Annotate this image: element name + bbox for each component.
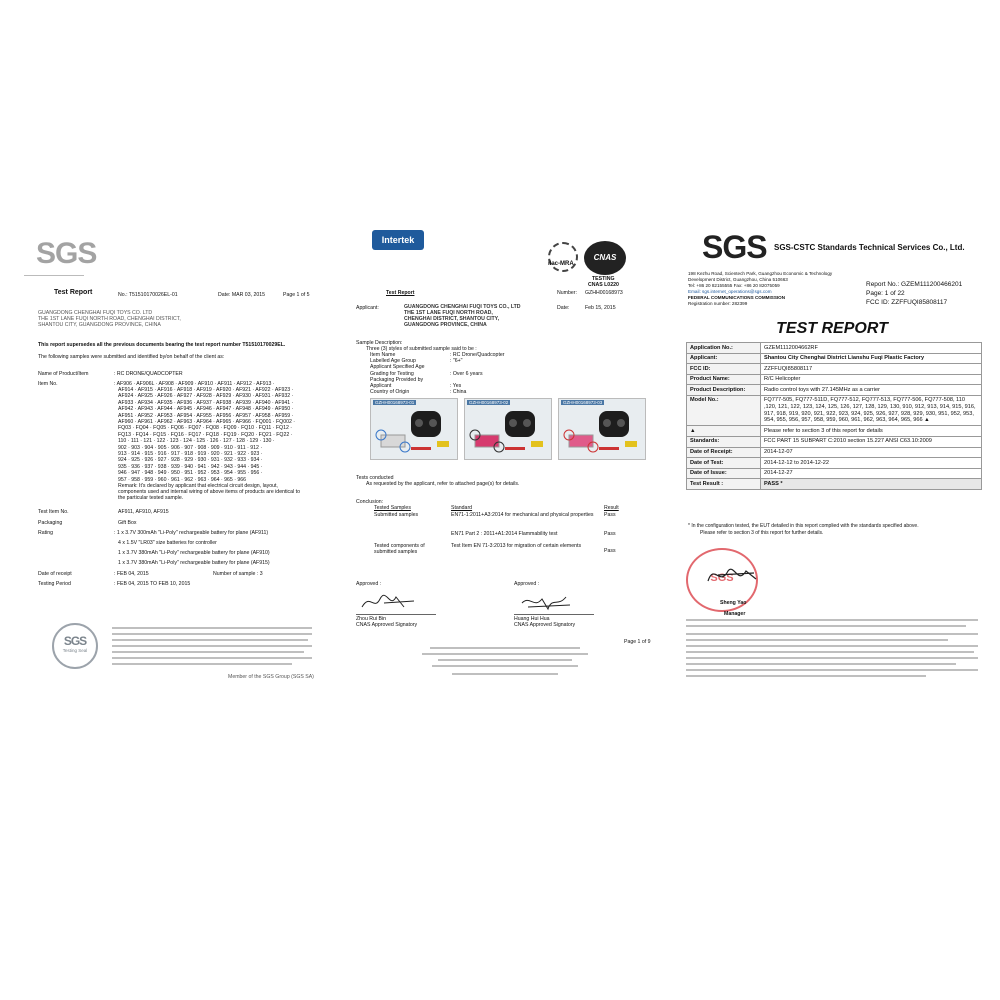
report-title: Test Report [386, 290, 415, 296]
tests-conducted-note: As requested by the applicant, refer to attached page(s) for details. [366, 481, 520, 487]
sample-photo [370, 398, 458, 460]
summary-row [687, 479, 982, 490]
sgs-logo: SGS [36, 237, 97, 270]
sample-field-value: : Yes [450, 383, 462, 389]
date-value: Feb 15, 2015 [585, 305, 616, 311]
summary-label: Product Name: [687, 374, 761, 385]
cnas-number: CNAS L0220 [588, 282, 619, 288]
signature [704, 561, 764, 591]
item-number-line: FQ03 · FQ04 · FQ05 · FQ06 · FQ07 · FQ08 · FQ09 · FQ10 · FQ11 · FQ12 · [118, 425, 293, 432]
cnas-icon: CNAS [584, 241, 626, 275]
sample-photo [464, 398, 552, 460]
field-label: Date of receipt [38, 571, 72, 577]
report-number: Report No.: GZEM111200466201 [866, 281, 963, 288]
signer-name: Sheng Yao [720, 600, 747, 606]
sample-field-label: Packaging Provided by [370, 376, 424, 383]
result-value: Pass [604, 548, 616, 554]
rating-line: : 1 x 3.7V 300mAh "Li-Poly" rechargeable battery for plane (AF911) [114, 530, 269, 536]
signature-line [514, 614, 594, 615]
field-label: Rating [38, 530, 53, 536]
photo-label: GZHH00168973-02 [469, 400, 509, 405]
ilac-mra-icon [548, 242, 578, 272]
sample-intro: Three (3) styles of submitted sample said to be : [366, 346, 477, 352]
compliance-note: Please refer to section 3 of this report for further details. [700, 530, 824, 536]
address-line: Development District, Guangzhou, China 510663 [688, 277, 788, 282]
summary-row [687, 385, 982, 396]
summary-value: FCC PART 15 SUBPART C:2010 section 15.227 ANSI C63.10:2009 [761, 436, 982, 447]
sample-field-label: Item Name [370, 352, 396, 358]
result-value: Pass [604, 531, 616, 537]
result-sample: Submitted samples [374, 512, 419, 518]
applicant-line: THE 1ST LANE FUQI NORTH ROAD, CHENGHAI DISTRICT, [38, 316, 181, 322]
intertek-logo: Intertek [372, 230, 424, 250]
sample-desc-heading: Sample Description: [356, 340, 403, 346]
sample-field-label: Labelled Age Group [370, 358, 416, 365]
field-label: Item No. [38, 381, 58, 387]
photo-label: GZHH00168973-01 [375, 400, 415, 405]
summary-row [687, 436, 982, 447]
number-label: Number: [557, 290, 577, 296]
summary-row [687, 458, 982, 469]
field-label: Packaging [38, 520, 63, 526]
sample-field-label: Country of Origin [370, 389, 410, 396]
intertek-test-report [352, 225, 652, 685]
approved-label: Approved : [514, 581, 540, 587]
result-value: Pass [604, 512, 616, 518]
summary-value: PASS * [761, 479, 982, 490]
summary-value: Radio control toys with 27.145MHz as a carrier [761, 385, 982, 396]
address-line: Tel: +86 20 82155555 Fax: +86 20 82075059 [688, 283, 780, 288]
supersede-notice: This report supersedes all the previous documents bearing the test report number T51510170029EL. [38, 342, 286, 348]
summary-label: Application No.: [687, 343, 761, 354]
logo-underline [24, 275, 84, 276]
seal-caption: Testing Seal [62, 648, 88, 653]
testing-label: TESTING [592, 276, 615, 282]
applicant-line: GUANGDONG CHENGHAI FUQI TOYS CO. LTD [38, 310, 153, 316]
summary-label: Date of Receipt: [687, 447, 761, 458]
report-number: No.: T51510170026EL-01 [118, 292, 178, 298]
col-samples: Tested Samples [374, 505, 411, 511]
summary-row [687, 374, 982, 385]
col-result: Result [604, 505, 619, 511]
item-number-line: AF933 · AF934 · AF935 · AF936 · AF937 · AF938 · AF939 · AF940 · AF941 · [118, 399, 294, 406]
item-number-line: AF960 · AF961 · AF962 · AF963 · AF964 · AF965 · AF966 · FQ001 · FQ002 · [118, 419, 296, 425]
item-number-line: AF951 · AF952 · AF953 · AF954 · AF955 · AF956 · AF957 · AF958 · AF959 · [118, 412, 294, 419]
summary-row [687, 468, 982, 479]
drone-controller-icon [559, 399, 646, 460]
report-page: Page 1 of 5 [283, 292, 310, 298]
applicant-line: THE 1ST LANE FUQI NORTH ROAD, [404, 310, 493, 316]
summary-label: ▲ [687, 426, 761, 437]
field-label: Testing Period [38, 581, 71, 587]
item-number-line: 924 · 925 · 926 · 927 · 928 · 929 · 930 · 931 · 932 · 933 · 934 · [118, 457, 263, 464]
page-number: Page 1 of 9 [624, 639, 651, 645]
summary-value: Shantou City Chenghai District Lianshu Fuqi Plastic Factory [761, 353, 982, 364]
field-label: Test Item No. [38, 509, 69, 515]
company-name: SGS-CSTC Standards Technical Services Co., Ltd. [774, 243, 965, 252]
summary-value: 2014-12-12 to 2014-12-22 [761, 458, 982, 469]
item-number-line: AF924 · AF925 · AF926 · AF927 · AF928 · AF929 · AF930 · AF931 · AF932 · [118, 393, 294, 400]
item-number-line: FQ13 · FQ14 · FQ15 · FQ16 · FQ17 · FQ18 · FQ19 · FQ20 · FQ21 · FQ22 · [118, 431, 293, 438]
result-sample: Tested components of submitted samples [374, 543, 425, 556]
sample-field-label: Applicant Specified Age [370, 364, 425, 371]
address-line: Email: sgs.internet_operations@sgs.com [688, 289, 772, 294]
signer-role: Manager [724, 611, 746, 617]
applicant-line: GUANGDONG PROVINCE, CHINA [404, 322, 487, 328]
photo-label: GZHH00168973-03 [563, 400, 603, 405]
signer-name: Zhou Rui Bin [356, 616, 386, 622]
remark: the particular tested sample. [118, 495, 184, 501]
sgs-logo: SGS [702, 229, 767, 265]
fcc-id: FCC ID: ZZFFUQI85808117 [866, 299, 948, 306]
signature-1 [360, 591, 420, 613]
field-value: AF911, AF910, AF915 [118, 509, 169, 515]
applicant-label: Applicant: [356, 305, 379, 311]
rating-line: 4 x 1.5V "LR03" size batteries for controller [118, 540, 217, 546]
result-standard: EN71-1:2011+A3:2014 for mechanical and physical properties [451, 512, 594, 518]
summary-label: FCC ID: [687, 364, 761, 375]
signature-line [356, 614, 436, 615]
number-value: GZHH00168973 [585, 290, 623, 296]
summary-row [687, 395, 982, 425]
remark: components used and internal wiring of above items of products are identical to [118, 489, 300, 495]
approved-label: Approved : [356, 581, 382, 587]
tests-conducted-heading: Tests conducted [356, 475, 394, 481]
summary-value: R/C Helicopter [761, 374, 982, 385]
result-standard: Test Item EN 71-3:2013 for migration of certain elements [451, 543, 582, 549]
registration-number: Registration number: 282399 [688, 301, 748, 306]
signer-name: Huang Hui Hua [514, 616, 550, 622]
page-number: Page: 1 of 22 [866, 290, 905, 297]
sample-photo [558, 398, 646, 460]
applicant-line: CHENGHAI DISTRICT, SHANTOU CITY, [404, 316, 500, 322]
sgs-member-line: Member of the SGS Group (SGS SA) [228, 674, 314, 680]
rating-line: 1 x 3.7V 380mAh "Li-Poly" rechargeable battery for plane (AF910) [118, 550, 270, 556]
sample-field-value: : "6+" [450, 358, 463, 365]
drone-controller-icon [465, 399, 552, 460]
field-value: : FEB 04, 2015 [114, 571, 149, 577]
item-number-line: AF914 · AF915 · AF916 · AF918 · AF919 · AF920 · AF921 · AF922 · AF923 · [118, 387, 294, 393]
remark: Remark: It's declared by applicant that electrical circuit design, layout, [118, 483, 278, 489]
summary-row [687, 353, 982, 364]
summary-label: Applicant: [687, 353, 761, 364]
item-number-line: 935 · 936 · 937 · 938 · 939 · 940 · 941 · 942 · 943 · 944 · 945 · [118, 463, 263, 470]
summary-row [687, 343, 982, 354]
col-standard: Standard [451, 505, 473, 511]
signer-role: CNAS Approved Signatory [356, 622, 418, 628]
summary-value: GZEM1112004662RF [761, 343, 982, 354]
result-standard: EN71 Part 2 : 2011+A1:2014 Flammability test [451, 531, 558, 537]
item-number-line: 110 · 111 · 121 · 122 · 123 · 124 · 125 · 126 · 127 · 128 · 129 · 130 · [118, 438, 275, 445]
field-value: : AF906 · AF906L · AF908 · AF909 · AF910 · AF911 · AF912 · AF913 · [114, 381, 275, 387]
ilac-label: ilac-MRA [548, 261, 574, 267]
report-title: Test Report [54, 289, 93, 296]
rating-line: 1 x 3.7V 380mAh "Li-Poly" rechargeable battery for plane (AF915) [118, 560, 270, 566]
summary-label: Product Description: [687, 385, 761, 396]
intro-text: The following samples were submitted and identified by/on behalf of the client as: [38, 354, 225, 360]
item-number-line: AF942 · AF943 · AF944 · AF945 · AF946 · AF947 · AF948 · AF949 · AF950 · [118, 406, 294, 413]
signer-role: CNAS Approved Signatory [514, 622, 576, 628]
sgs-test-report-left [22, 225, 318, 685]
summary-value: 2014-12-07 [761, 447, 982, 458]
sample-field-value: : China [450, 389, 467, 396]
signature-2 [518, 591, 578, 613]
sample-field-label: Applicant [370, 383, 392, 389]
address-line: 198 Kezhu Road, Scientech Park, Guangzhou Economic & Technology [688, 271, 833, 276]
drone-controller-icon [371, 399, 458, 460]
sample-count: Number of sample : 3 [213, 571, 263, 577]
date-label: Date: [557, 305, 570, 311]
summary-row [687, 426, 982, 437]
report-summary-table [686, 342, 982, 490]
compliance-note: * In the configuration tested, the EUT detailed in this report complied with the standards specified above. [688, 523, 919, 529]
summary-row [687, 364, 982, 375]
sgs-cstc-test-report [682, 225, 982, 685]
summary-value: FQ777-505, FQ777-511D, FQ777-512, FQ777-513, FQ777-506, FQ777-508, 110 ,120, 121, 122, 123, 124, 125, 126, 127, 128, 129, 130, 910, 912, 913, 914, 915, 916, 917, 918, 919, 920, 921, 922, 923, 924, 925, 926, 927, 928, 929, 930, 951, 952, 953, 954, 955, 956, 957, 958, 959, 960, 961, 962, 963, 964, 965, 966 ▲ [761, 395, 982, 425]
item-number-line: 913 · 914 · 915 · 916 · 917 · 918 · 919 · 920 · 921 · 922 · 923 · [118, 451, 263, 457]
sample-field-value: : Over 6 years [450, 370, 483, 377]
summary-value: 2014-12-27 [761, 468, 982, 479]
summary-label: Date of Test: [687, 458, 761, 469]
field-value: : RC DRONE/QUADCOPTER [114, 371, 183, 377]
sample-field-label: Grading for Testing [370, 370, 414, 377]
field-label: Name of Product/Item [38, 371, 89, 377]
seal-logo: SGS [63, 634, 87, 648]
item-number-line: 902 · 903 · 904 · 905 · 906 · 907 · 908 · 909 · 910 · 911 · 912 · [118, 444, 263, 451]
summary-label: Model No.: [687, 395, 761, 425]
item-number-line: 957 · 958 · 959 · 960 · 961 · 962 · 963 · 964 · 965 · 966 [118, 476, 247, 483]
summary-value: Please refer to section 3 of this report for details [761, 426, 982, 437]
field-value: : FEB 04, 2015 TO FEB 10, 2015 [114, 581, 191, 587]
applicant-line: SHANTOU CITY, GUANGDONG PROVINCE, CHINA [38, 322, 161, 328]
testing-seal [52, 623, 98, 669]
fcc-commission: FEDERAL COMMUNICATIONS COMMISSION [688, 295, 786, 300]
seal-logo: SGS [710, 572, 734, 584]
report-date: Date: MAR 03, 2015 [218, 292, 266, 298]
summary-row [687, 447, 982, 458]
conclusion-heading: Conclusion: [356, 499, 384, 505]
applicant-line: GUANGDONG CHENGHAI FUQI TOYS CO., LTD [404, 304, 521, 310]
summary-label: Date of Issue: [687, 468, 761, 479]
summary-label: Standards: [687, 436, 761, 447]
field-value: Gift Box [118, 520, 137, 526]
sample-field-value: : RC Drone/Quadcopter [450, 352, 505, 358]
summary-value: ZZFFUQI85808117 [761, 364, 982, 375]
item-number-line: 946 · 947 · 948 · 949 · 950 · 951 · 952 · 953 · 954 · 955 · 956 · [118, 470, 263, 477]
summary-label: Test Result : [687, 479, 761, 490]
report-title: TEST REPORT [776, 320, 888, 337]
